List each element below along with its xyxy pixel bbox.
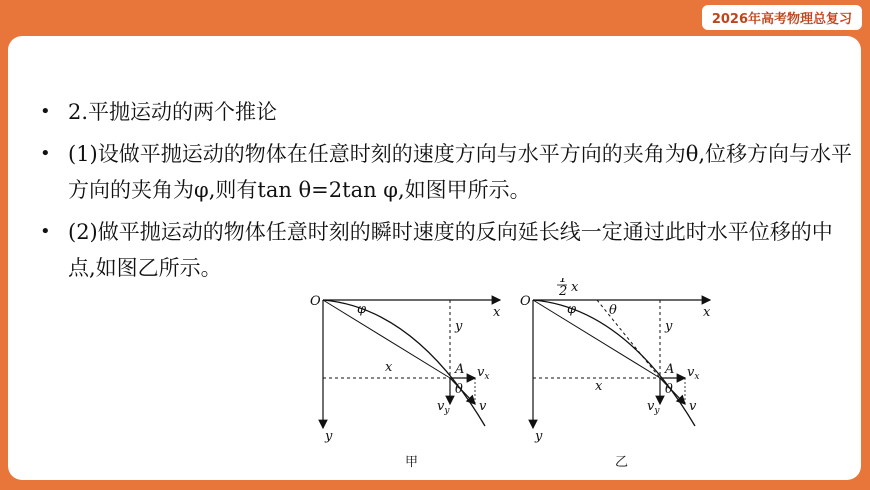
theta-top-label: θ — [609, 303, 617, 318]
bullet-text: (1)设做平抛运动的物体在任意时刻的速度方向与水平方向的夹角为θ,位移方向与水平方向的夹角为φ,则有tan θ=2tan φ,如图甲所示。 — [68, 142, 853, 202]
y-dist-label: y — [665, 319, 673, 334]
half-x-label: x — [571, 280, 579, 295]
bullet-item — [38, 214, 858, 286]
bullet-text: (2)做平抛运动的物体任意时刻的瞬时速度的反向延长线一定通过此时水平位移的中点,如图乙所示。 — [68, 220, 833, 280]
course-title-badge: 2026年高考物理总复习 — [702, 5, 862, 30]
x-dist-label: x — [595, 379, 603, 394]
theta-label: θ — [665, 382, 673, 397]
vy-label: $v_y$ — [437, 399, 450, 416]
v-label: v — [479, 399, 487, 414]
phi-label: φ — [567, 302, 577, 317]
displacement-line — [533, 300, 660, 378]
v-label: v — [689, 399, 697, 414]
vx-label: $v_x$ — [477, 365, 490, 382]
origin-label: O — [310, 294, 321, 309]
y-dist-label: y — [455, 319, 463, 334]
bullet-list — [38, 94, 858, 292]
projectile-diagrams — [305, 278, 725, 478]
half-numerator: 1 — [559, 278, 568, 286]
caption-yi: 乙 — [615, 455, 629, 470]
y-axis-label: y — [535, 429, 543, 444]
theta-label: θ — [455, 382, 463, 397]
figure-panel — [305, 278, 725, 478]
figure-right — [520, 278, 711, 470]
vy-label: $v_y$ — [647, 399, 660, 416]
phi-label: φ — [357, 302, 367, 317]
y-axis-label: y — [325, 429, 333, 444]
x-axis-label: x — [493, 305, 501, 320]
figure-left — [310, 294, 501, 470]
bullet-item — [38, 94, 858, 130]
point-a-label: A — [455, 362, 465, 377]
bullet-text: 2.平抛运动的两个推论 — [68, 100, 278, 124]
x-dist-label: x — [385, 360, 393, 375]
x-axis-label: x — [703, 305, 711, 320]
caption-jia: 甲 — [405, 455, 419, 470]
vx-label: $v_x$ — [687, 365, 700, 382]
bullet-item — [38, 136, 858, 208]
velocity-extension — [597, 300, 660, 378]
point-a-label: A — [665, 362, 675, 377]
origin-label: O — [520, 294, 531, 309]
half-denominator: 2 — [559, 284, 568, 299]
